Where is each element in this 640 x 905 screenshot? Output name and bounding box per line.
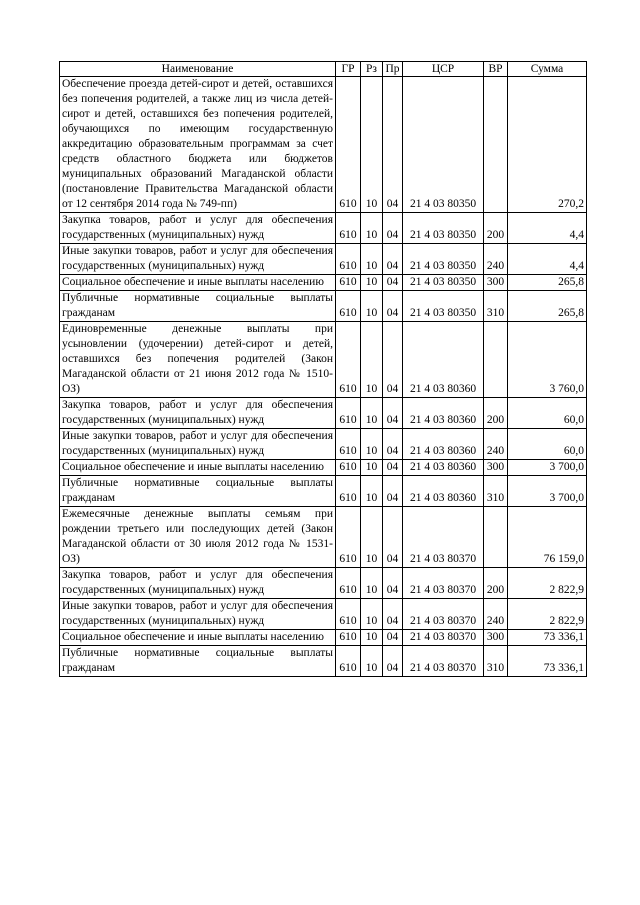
row-name: Закупка товаров, работ и услуг для обеспечения государственных (муниципальных) нужд: [60, 568, 336, 599]
row-sum: 76 159,0: [508, 507, 587, 568]
row-gr: 610: [336, 213, 361, 244]
row-name: Иные закупки товаров, работ и услуг для обеспечения государственных (муниципальных) нужд: [60, 429, 336, 460]
row-vr: [484, 507, 508, 568]
row-sum: 60,0: [508, 429, 587, 460]
row-vr: [484, 322, 508, 398]
row-name: Публичные нормативные социальные выплаты гражданам: [60, 291, 336, 322]
row-gr: 610: [336, 398, 361, 429]
table-row: [60, 476, 587, 507]
row-csr: 21 4 03 80370: [403, 599, 484, 630]
row-rz: 10: [361, 291, 383, 322]
row-csr: 21 4 03 80370: [403, 507, 484, 568]
row-name: Публичные нормативные социальные выплаты гражданам: [60, 476, 336, 507]
table-row: [60, 275, 587, 291]
row-csr: 21 4 03 80370: [403, 568, 484, 599]
row-csr: 21 4 03 80360: [403, 322, 484, 398]
row-csr: 21 4 03 80360: [403, 476, 484, 507]
table-row: [60, 507, 587, 568]
header-rz: Рз: [361, 62, 383, 77]
row-gr: 610: [336, 507, 361, 568]
row-name: Иные закупки товаров, работ и услуг для обеспечения государственных (муниципальных) нужд: [60, 244, 336, 275]
row-sum: 3 760,0: [508, 322, 587, 398]
row-rz: 10: [361, 599, 383, 630]
row-gr: 610: [336, 275, 361, 291]
row-name: Единовременные денежные выплаты при усыновлении (удочерении) детей-сирот и детей, оставшихся без попечения родителей (Закон Магаданской области от 21 июня 2012 года № 1510-ОЗ): [60, 322, 336, 398]
row-rz: 10: [361, 275, 383, 291]
row-gr: 610: [336, 77, 361, 213]
row-gr: 610: [336, 568, 361, 599]
row-rz: 10: [361, 460, 383, 476]
row-csr: 21 4 03 80350: [403, 291, 484, 322]
row-name: Закупка товаров, работ и услуг для обеспечения государственных (муниципальных) нужд: [60, 398, 336, 429]
row-vr: 200: [484, 213, 508, 244]
row-gr: 610: [336, 646, 361, 677]
row-gr: 610: [336, 630, 361, 646]
row-sum: 4,4: [508, 244, 587, 275]
table-row: [60, 630, 587, 646]
row-sum: 73 336,1: [508, 646, 587, 677]
table-row: [60, 213, 587, 244]
row-sum: 3 700,0: [508, 460, 587, 476]
row-sum: 265,8: [508, 291, 587, 322]
row-gr: 610: [336, 244, 361, 275]
row-pr: 04: [383, 429, 403, 460]
row-csr: 21 4 03 80370: [403, 646, 484, 677]
row-sum: 4,4: [508, 213, 587, 244]
row-vr: 200: [484, 398, 508, 429]
table-row: [60, 398, 587, 429]
table-row: [60, 460, 587, 476]
table-row: [60, 429, 587, 460]
row-rz: 10: [361, 630, 383, 646]
header-vr: ВР: [484, 62, 508, 77]
row-vr: 310: [484, 291, 508, 322]
row-csr: 21 4 03 80360: [403, 429, 484, 460]
row-sum: 60,0: [508, 398, 587, 429]
row-vr: [484, 77, 508, 213]
row-sum: 73 336,1: [508, 630, 587, 646]
row-name: Социальное обеспечение и иные выплаты населению: [60, 460, 336, 476]
row-gr: 610: [336, 429, 361, 460]
row-pr: 04: [383, 398, 403, 429]
row-pr: 04: [383, 507, 403, 568]
row-pr: 04: [383, 568, 403, 599]
table-row: [60, 291, 587, 322]
row-pr: 04: [383, 291, 403, 322]
row-csr: 21 4 03 80360: [403, 398, 484, 429]
row-rz: 10: [361, 646, 383, 677]
row-pr: 04: [383, 646, 403, 677]
row-vr: 200: [484, 568, 508, 599]
row-name: Закупка товаров, работ и услуг для обеспечения государственных (муниципальных) нужд: [60, 213, 336, 244]
row-csr: 21 4 03 80350: [403, 213, 484, 244]
row-name: Социальное обеспечение и иные выплаты населению: [60, 630, 336, 646]
row-rz: 10: [361, 568, 383, 599]
row-sum: 3 700,0: [508, 476, 587, 507]
row-csr: 21 4 03 80350: [403, 275, 484, 291]
header-pr: Пр: [383, 62, 403, 77]
row-rz: 10: [361, 429, 383, 460]
table-row: [60, 244, 587, 275]
header-name: Наименование: [60, 62, 336, 77]
row-csr: 21 4 03 80350: [403, 244, 484, 275]
header-sum: Сумма: [508, 62, 587, 77]
row-pr: 04: [383, 460, 403, 476]
row-sum: 2 822,9: [508, 568, 587, 599]
row-pr: 04: [383, 599, 403, 630]
row-csr: 21 4 03 80350: [403, 77, 484, 213]
row-rz: 10: [361, 476, 383, 507]
row-vr: 310: [484, 476, 508, 507]
table-row: [60, 646, 587, 677]
row-sum: 2 822,9: [508, 599, 587, 630]
row-pr: 04: [383, 322, 403, 398]
row-name: Обеспечение проезда детей-сирот и детей, оставшихся без попечения родителей, а также лиц из числа детей-сирот и детей, оставшихся без попечения родителей, обучающихся по имеющим государственную аккредитацию образовательным программам за счет средств областного бюджета или бюджетов муниципальных образований Магаданской области (постановление Правительства Магаданской области от 12 сентября 2014 года № 749-пп): [60, 77, 336, 213]
row-pr: 04: [383, 77, 403, 213]
row-pr: 04: [383, 244, 403, 275]
row-gr: 610: [336, 291, 361, 322]
table-row: [60, 77, 587, 213]
header-row: [60, 62, 587, 77]
row-vr: 300: [484, 460, 508, 476]
row-name: Ежемесячные денежные выплаты семьям при рождении третьего или последующих детей (Закон Магаданской области от 30 июля 2012 года № 1531-ОЗ): [60, 507, 336, 568]
row-vr: 300: [484, 275, 508, 291]
row-rz: 10: [361, 244, 383, 275]
row-gr: 610: [336, 599, 361, 630]
row-vr: 310: [484, 646, 508, 677]
row-name: Публичные нормативные социальные выплаты гражданам: [60, 646, 336, 677]
row-rz: 10: [361, 77, 383, 213]
row-vr: 240: [484, 429, 508, 460]
row-gr: 610: [336, 460, 361, 476]
row-rz: 10: [361, 322, 383, 398]
table-row: [60, 568, 587, 599]
row-vr: 240: [484, 244, 508, 275]
row-vr: 240: [484, 599, 508, 630]
row-pr: 04: [383, 275, 403, 291]
row-csr: 21 4 03 80360: [403, 460, 484, 476]
row-sum: 265,8: [508, 275, 587, 291]
header-csr: ЦСР: [403, 62, 484, 77]
budget-table: [59, 61, 587, 677]
row-pr: 04: [383, 476, 403, 507]
row-sum: 270,2: [508, 77, 587, 213]
row-rz: 10: [361, 507, 383, 568]
table-row: [60, 322, 587, 398]
row-rz: 10: [361, 213, 383, 244]
row-csr: 21 4 03 80370: [403, 630, 484, 646]
row-gr: 610: [336, 322, 361, 398]
header-gr: ГР: [336, 62, 361, 77]
row-name: Иные закупки товаров, работ и услуг для обеспечения государственных (муниципальных) нужд: [60, 599, 336, 630]
row-pr: 04: [383, 213, 403, 244]
row-rz: 10: [361, 398, 383, 429]
row-gr: 610: [336, 476, 361, 507]
row-vr: 300: [484, 630, 508, 646]
row-pr: 04: [383, 630, 403, 646]
table-row: [60, 599, 587, 630]
row-name: Социальное обеспечение и иные выплаты населению: [60, 275, 336, 291]
